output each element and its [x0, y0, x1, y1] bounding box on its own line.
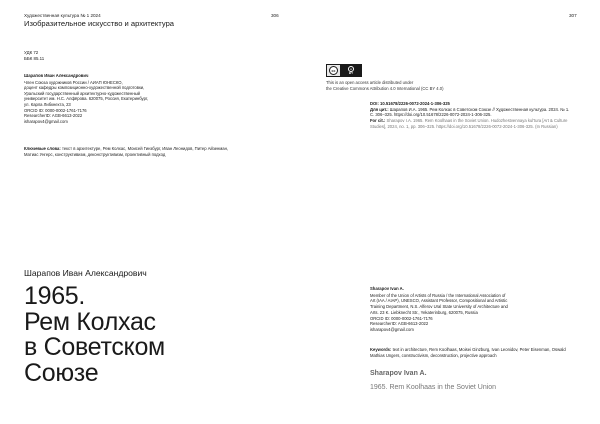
title-author-en: Sharapov Ivan A. — [370, 370, 427, 377]
keywords-ru — [24, 146, 239, 157]
author-name-en: Sharapov Ivan A. — [370, 286, 404, 291]
author-name-ru: Шарапов Иван Александрович — [24, 73, 89, 78]
author-info-ru — [24, 73, 254, 124]
author-orcid-en: ORCID ID: 0000-0002-1761-7176 — [370, 315, 433, 321]
author-orcid: ORCID ID: 0000-0002-1761-7176 — [24, 107, 87, 113]
license-line: the Creative Commons Attribution 4.0 International (CC BY 4.0) — [326, 85, 444, 91]
author-email[interactable]: isharapov4@gmail.com — [24, 118, 68, 124]
udk-code: УДК 72 — [24, 50, 39, 55]
journal-title: Художественная культура № 1 2024 — [24, 13, 101, 18]
author-line: университет им. Н.С. Алфёрова. 620075, Россия, Екатеринбург, — [24, 96, 149, 102]
author-line: доцент кафедры композиционно-художественной подготовки, — [24, 85, 145, 91]
author-info-en — [370, 286, 570, 333]
keywords-text-en: text in architecture, Rem Koolhaas, Moisei Ginzburg, Ivan Leonidov, Peter Eisenman, Oswald Mathias Ungers, constructivism, deconstruction, projective approach — [370, 347, 566, 358]
cc-by-icon: ● BY — [348, 67, 354, 75]
article-title-ru — [24, 284, 165, 386]
keywords-label-en: Keywords: — [370, 347, 392, 352]
author-email-en[interactable]: isharapov4@gmail.com — [370, 326, 414, 332]
keywords-label-ru: Ключевые слова: — [24, 146, 61, 151]
author-line: Уральский государственный архитектурно-художественный — [24, 90, 140, 96]
author-line-en: Member of the Union of Artists of Russia / the International Association of — [370, 292, 506, 298]
keywords-text-ru: текст в архитектуре, Рем Колхас, Моисей Гинзбург, Иван Леонидов, Питер Айзенман, Матиас Унгерс, конструктивизм, деконструктивизм, проективный подход — [24, 146, 229, 157]
page-number-left: 306 — [271, 13, 279, 18]
cc-logo-icon: cc — [327, 65, 340, 76]
citation-en: For cit.: Sharapov I.A. 1965. Rem Koolhaas in the Soviet Union. Hudozhestvennaya kul'tura [Art & Culture Studies], 2024, no. 1, pp. 306–325. https://doi.org/10.51678/2226-0072-2024-1-306-325. (In Russian) — [370, 118, 568, 129]
title-line: Союзе — [24, 358, 99, 387]
title-author-ru: Шарапов Иван Александрович — [24, 268, 147, 278]
cc-license-badge[interactable] — [326, 64, 362, 77]
author-line-en: Training Department, N.S. Alferov Ural State University of Architecture and — [370, 304, 508, 310]
author-line-en: Arts. 23 K. Liebknecht Str., Yekaterinburg, 620075, Russia — [370, 309, 478, 315]
doi[interactable]: DOI: 10.51678/2226-0072-2024-1-306-325 — [370, 101, 450, 106]
keywords-en — [370, 347, 570, 358]
citation-ru: Для цит.: Шарапов И.А. 1965. Рем Колхас в Советском Союзе // Художественная культура. 2024. № 1. С. 306–325. https://doi.org/10.51678/2226-0072-2024-1-306-325. — [370, 106, 570, 118]
author-line: ул. Карла Либкнехта, 23 — [24, 101, 71, 107]
license-text — [326, 80, 496, 91]
license-line: This is an open access article distributed under — [326, 80, 414, 85]
author-researcher-id-en: ResearcherID: AGB-6613-2022 — [370, 321, 429, 327]
bbk-code: ББК 85.11 — [24, 56, 45, 61]
author-line-en: Art (IAA / AIAP), UNESCO, Assistant Professor, Compositional and Artistic — [370, 298, 508, 304]
title-line: Рем Колхас — [24, 307, 156, 336]
author-line: Член Союза художников России / АИАП ЮНЕСКО, — [24, 79, 123, 85]
title-line: в Советском — [24, 333, 165, 361]
section-title: Изобразительное искусство и архитектура — [24, 19, 175, 28]
page-number-right: 307 — [569, 13, 577, 18]
author-researcher-id: ResearcherID: AGB-6613-2022 — [24, 113, 83, 119]
article-title-en: 1965. Rem Koolhaas in the Soviet Union — [370, 384, 497, 391]
citation-block — [370, 101, 570, 130]
title-line: 1965. — [24, 282, 86, 310]
